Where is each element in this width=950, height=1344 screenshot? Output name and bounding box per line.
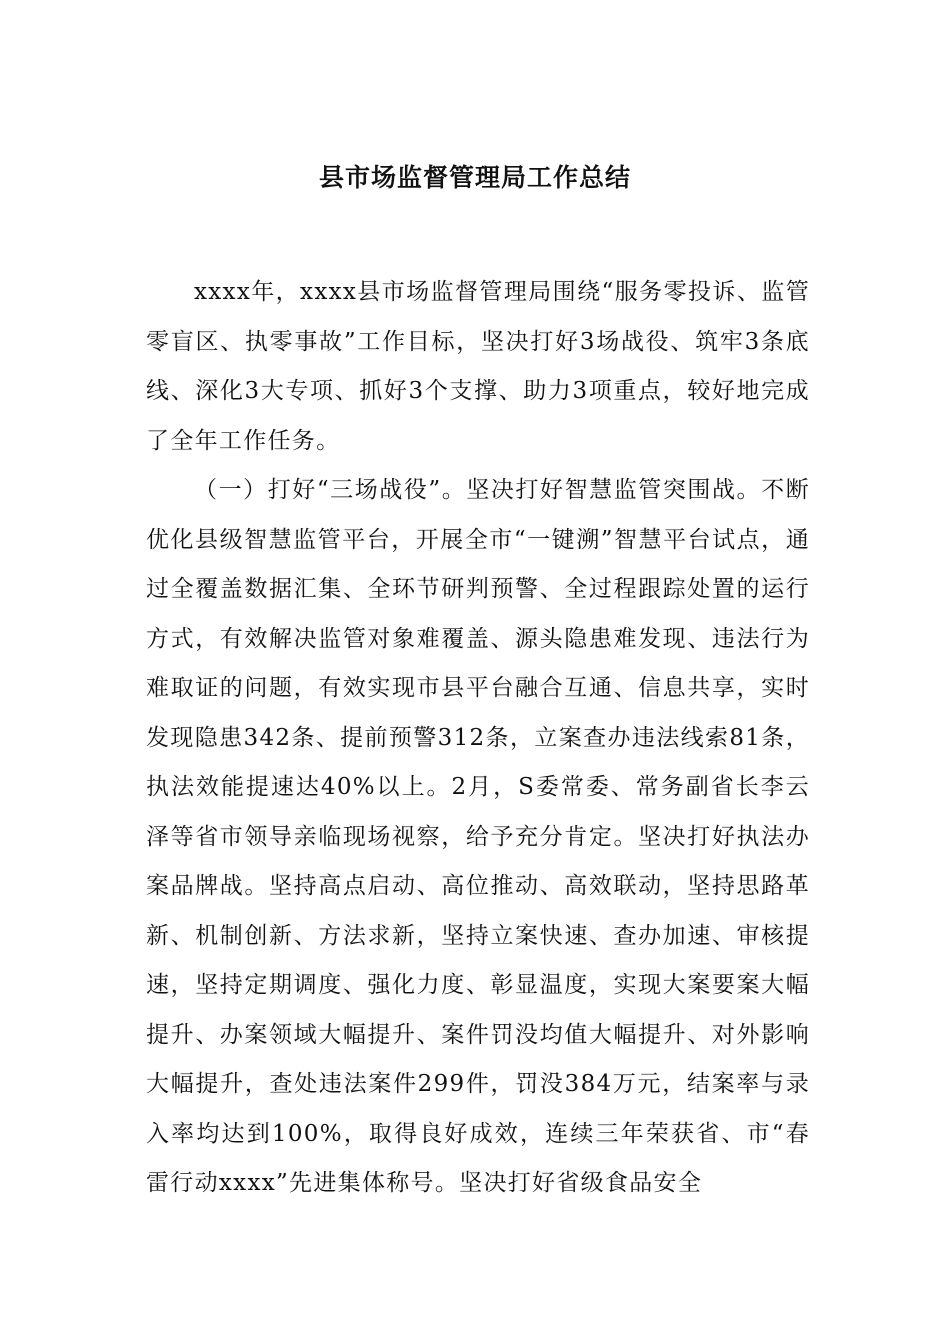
paragraph-section-1: （一）打好“三场战役”。坚决打好智慧监管突围战。不断优化县级智慧监管平台，开展全市“一键溯”智慧平台试点，通过全覆盖数据汇集、全环节研判预警、全过程跟踪处置的运行方式，有效解决监管对象难覆盖、源头隐患难发现、违法行为难取证的问题，有效实现市县平台融合互通、信息共享，实时发现隐患342条、提前预警312条，立案查办违法线索81条，执法效能提速达40%以上。2月，S委常委、常务副省长李云泽等省市领导亲临现场视察，给予充分肯定。坚决打好执法办案品牌战。坚持高点启动、高位推动、高效联动，坚持思路革新、机制创新、方法求新，坚持立案快速、查办加速、审核提速，坚持定期调度、强化力度、彰显温度，实现大案要案大幅提升、办案领域大幅提升、案件罚没均值大幅提升、对外影响大幅提升，查处违法案件299件，罚没384万元，结案率与录入率均达到100%，取得良好成效，连续三年荣获省、市“春雷行动xxxx”先进集体称号。坚决打好省级食品安全 bbox=[146, 477, 810, 1196]
paragraph-intro: xxxx年，xxxx县市场监督管理局围绕“服务零投诉、监管零盲区、执零事故”工作目标，坚决打好3场战役、筑牢3条底线、深化3大专项、抓好3个支撑、助力3项重点，较好地完成了全年工作任务。 bbox=[146, 279, 810, 454]
document-body bbox=[146, 268, 810, 1209]
document-title: 县市场监督管理局工作总结 bbox=[318, 163, 631, 192]
